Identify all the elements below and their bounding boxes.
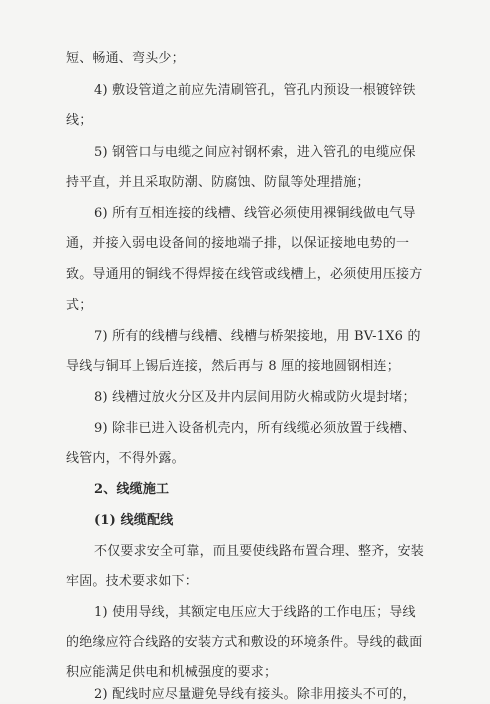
- text-line-11: 导线与铜耳上锡后连接，然后再与 8 厘的接地圆钢相连；: [66, 359, 400, 374]
- subsection-heading: (1) 线缆配线: [94, 513, 174, 528]
- text-line-14: 线管内，不得外露。: [66, 451, 185, 466]
- text-line-21: 积应能满足供电和机械强度的要求；: [66, 665, 278, 680]
- text-line-10: 7) 所有的线槽与线槽、线槽与桥架接地，用 BV-1X6 的: [94, 329, 421, 344]
- text-line-3: 线；: [66, 113, 93, 128]
- text-line-8: 致。导通用的铜线不得焊接在线管或线槽上，必须使用压接方: [66, 267, 423, 282]
- text-line-17: 不仅要求安全可靠，而且要使线路布置合理、整齐，安装: [94, 544, 425, 559]
- text-line-22: 2) 配线时应尽量避免导线有接头。除非用接头不可的，: [94, 687, 416, 702]
- text-line-5: 持平直，并且采取防潮、防腐蚀、防鼠等处理措施；: [66, 175, 370, 190]
- text-line-6: 6) 所有互相连接的线槽、线管必须使用裸铜线做电气导: [94, 206, 416, 221]
- text-line-4: 5) 钢管口与电缆之间应衬钢杯索，进入管孔的电缆应保: [94, 145, 416, 160]
- text-line-1: 短、畅通、弯头少；: [66, 51, 185, 66]
- text-line-7: 通，并接入弱电设备间的接地端子排，以保证接地电势的一: [66, 236, 410, 251]
- text-line-20: 的绝缘应符合线路的安装方式和敷设的环境条件。导线的截面: [66, 635, 423, 650]
- text-line-2: 4) 敷设管道之前应先清刷管孔，管孔内预设一根镀锌铁: [94, 83, 416, 98]
- section-heading: 2、线缆施工: [94, 482, 170, 497]
- text-line-19: 1) 使用导线，其额定电压应大于线路的工作电压；导线: [94, 605, 416, 620]
- text-line-9: 式；: [66, 298, 93, 313]
- text-line-18: 牢固。技术要求如下：: [66, 574, 199, 589]
- text-line-13: 9) 除非已进入设备机壳内，所有线缆必须放置于线槽、: [94, 421, 416, 436]
- text-line-12: 8) 线槽过放火分区及井内层间用防火棉或防火堤封堵；: [94, 390, 416, 405]
